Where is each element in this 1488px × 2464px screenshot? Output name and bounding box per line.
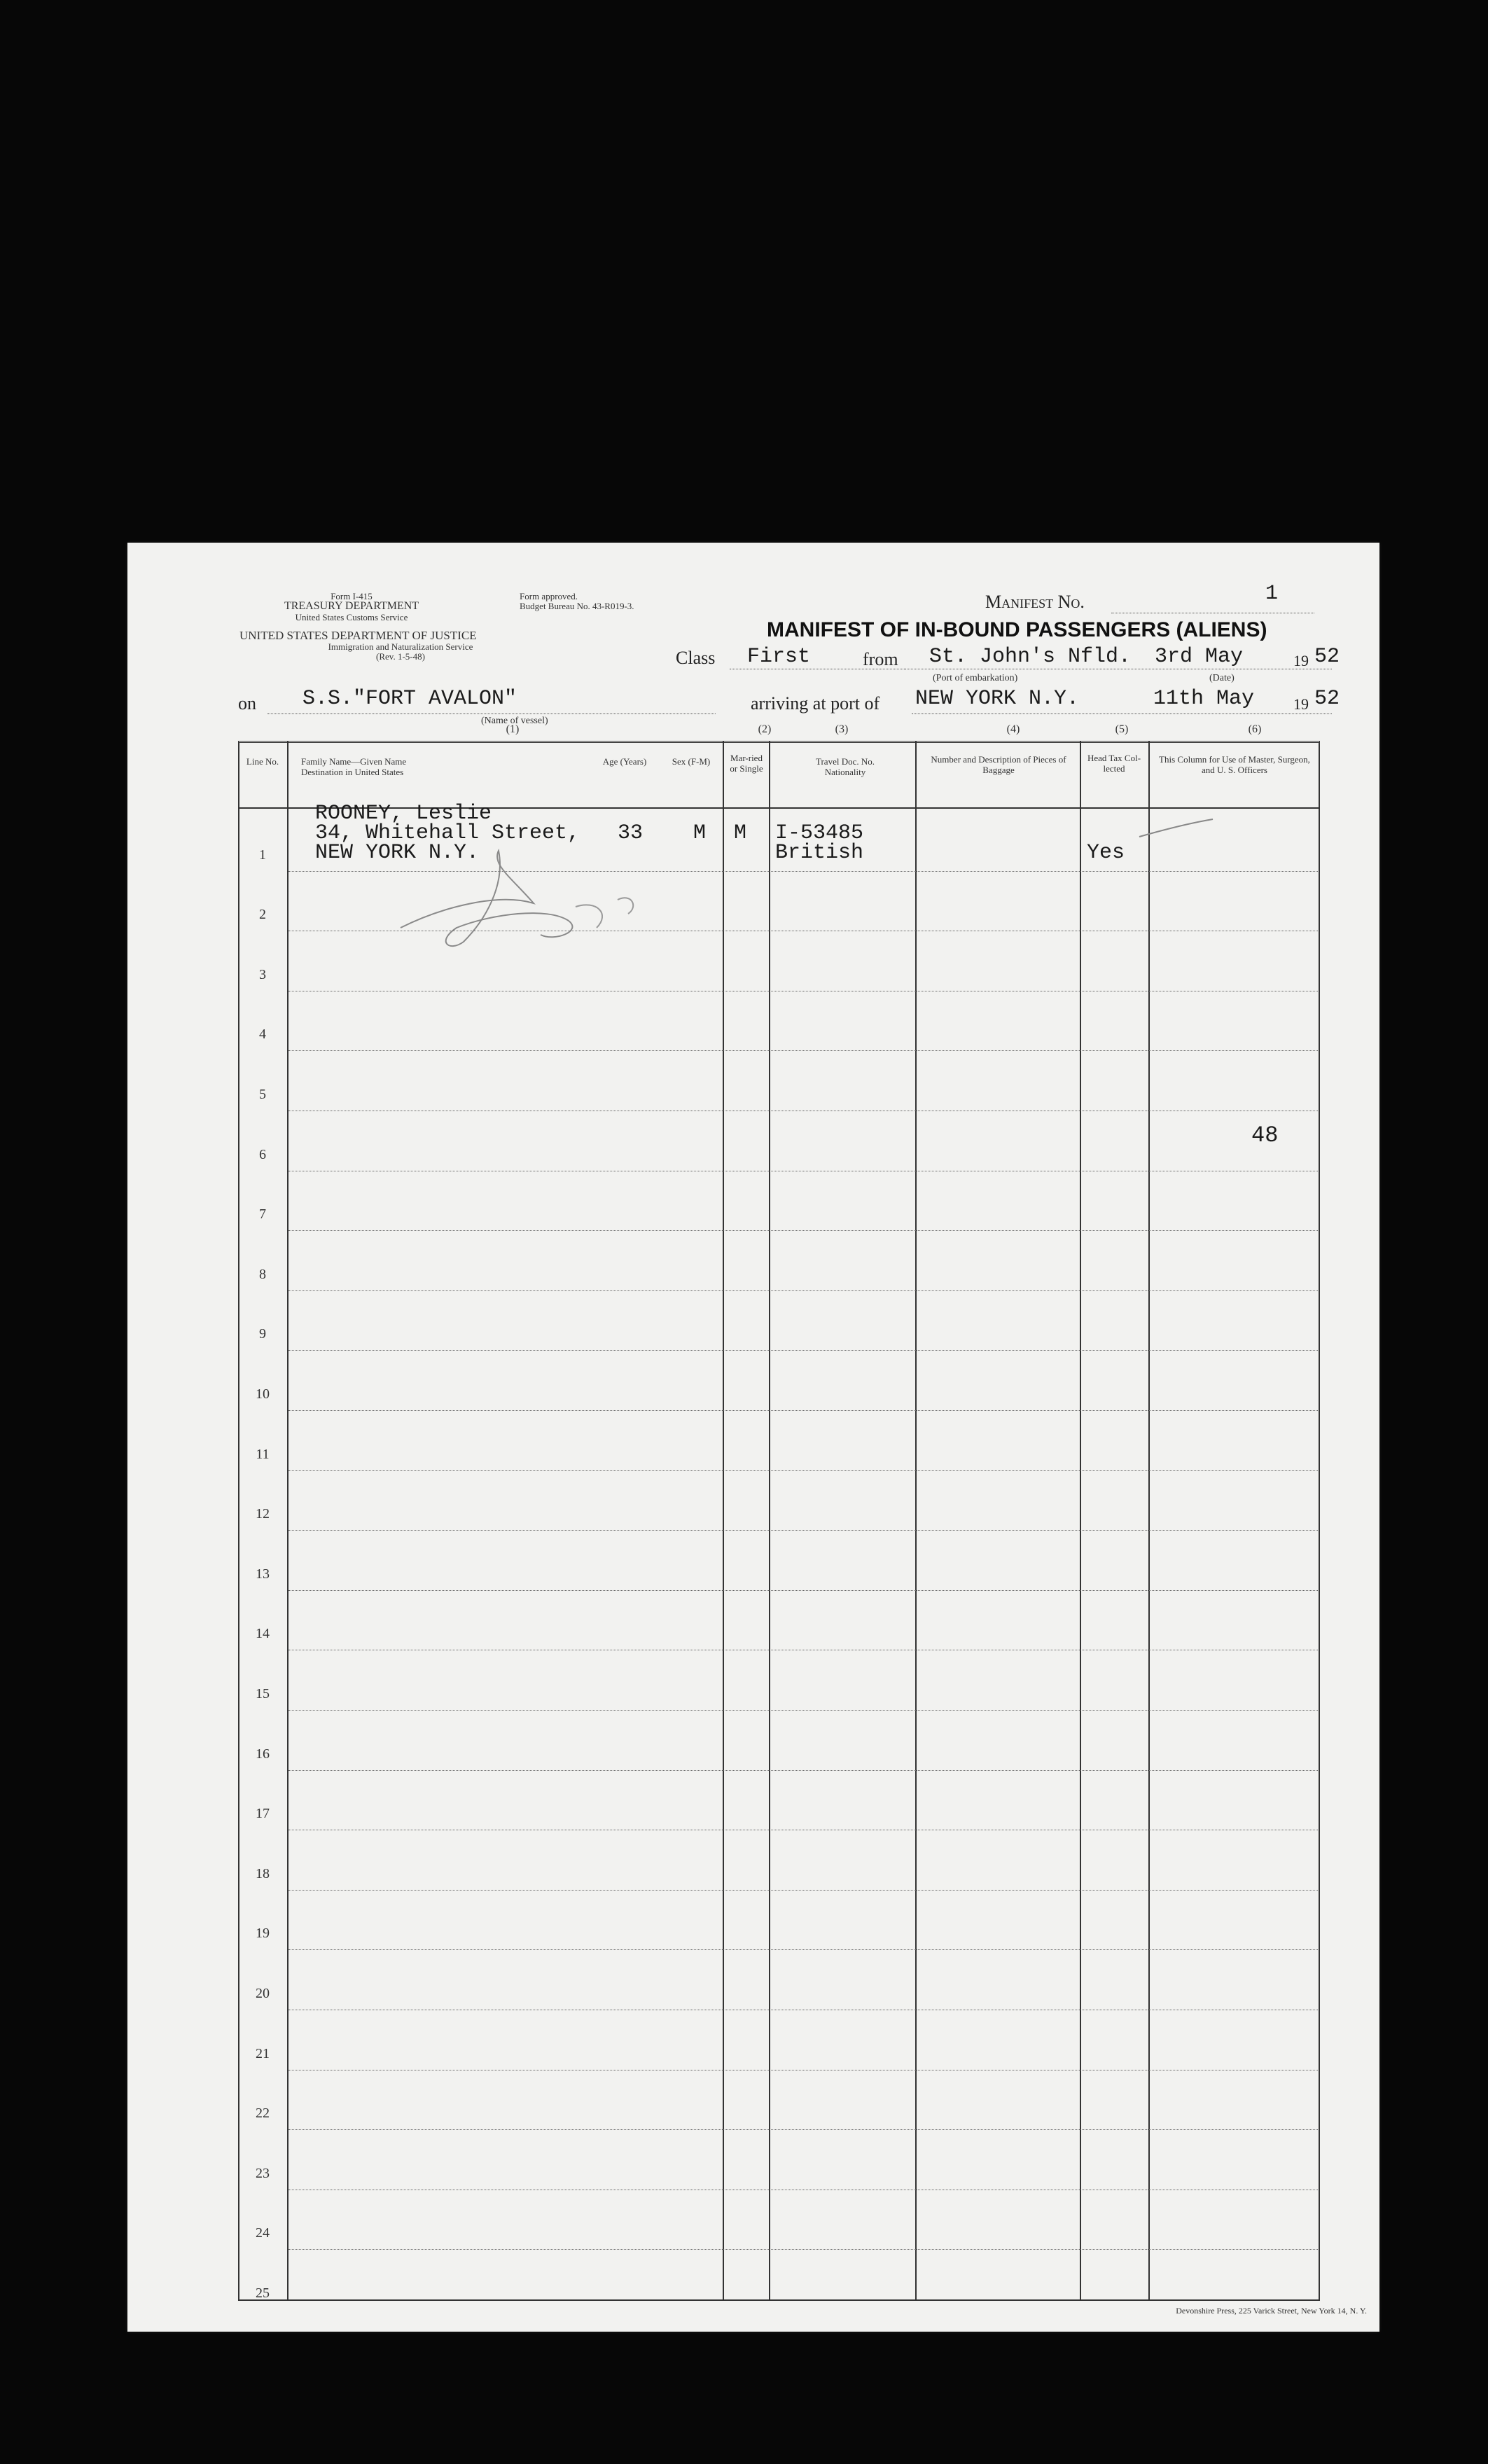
col-age: Age (Years) — [602, 756, 647, 767]
line-number: 19 — [256, 1926, 270, 1942]
col-num-1: (1) — [506, 723, 520, 735]
col-num-6: (6) — [1248, 723, 1262, 735]
row-rule — [288, 1410, 1318, 1411]
passenger-nationality: British — [775, 841, 864, 865]
manifest-table — [238, 741, 1320, 2301]
line-number: 3 — [259, 966, 266, 982]
embarkation-caption: (Port of embarkation) — [933, 673, 1018, 683]
arriving-label: arriving at port of — [751, 693, 880, 714]
manifest-title: MANIFEST OF IN-BOUND PASSENGERS (ALIENS) — [767, 618, 1267, 641]
pencil-tick-mark — [1136, 816, 1220, 844]
row-rule — [288, 1949, 1318, 1950]
line-number: 24 — [256, 2225, 270, 2241]
budget-bureau: Budget Bureau No. 43-R019-3. — [520, 601, 634, 611]
line-number: 10 — [256, 1386, 270, 1402]
passenger-age: 33 — [618, 821, 644, 845]
pencil-signature-mark — [387, 837, 723, 963]
vessel-caption: (Name of vessel) — [481, 716, 548, 726]
line-number: 22 — [256, 2105, 270, 2122]
row-rule — [288, 2249, 1318, 2250]
line-number: 20 — [256, 1986, 270, 2001]
ins-service: Immigration and Naturalization Service — [328, 641, 473, 652]
line-number: 25 — [256, 2285, 270, 2301]
class-label: Class — [676, 648, 716, 668]
line-number: 7 — [259, 1206, 266, 1223]
line-number: 8 — [259, 1266, 266, 1282]
printer-credit: Devonshire Press, 225 Varick Street, New York 14, N. Y. — [1176, 2306, 1367, 2316]
col-officers: This Column for Use of Master, Surgeon, and U. S. Officers — [1159, 754, 1310, 775]
col-name: Family Name—Given Name — [301, 756, 407, 767]
passenger-marital: M — [734, 821, 747, 845]
justice-dept: UNITED STATES DEPARTMENT OF JUSTICE — [239, 629, 477, 642]
class-value: First — [747, 645, 811, 669]
passenger-sex: M — [693, 821, 707, 845]
line-number: 2 — [259, 907, 266, 923]
line-number: 9 — [259, 1326, 266, 1342]
row-rule — [288, 1590, 1318, 1591]
form-approved: Form approved. — [520, 591, 578, 601]
col-nationality: Nationality — [824, 767, 866, 777]
line-number: 17 — [256, 1806, 270, 1822]
row-rule — [288, 2129, 1318, 2130]
passenger-address: 34, Whitehall Street, — [315, 821, 580, 845]
line-number: 16 — [256, 1746, 270, 1762]
col-num-3: (3) — [835, 723, 849, 735]
line-number: 14 — [256, 1626, 270, 1642]
col-sex: Sex (F-M) — [672, 756, 711, 767]
line-number: 6 — [259, 1146, 266, 1162]
col-travel-doc: Travel Doc. No. — [815, 756, 875, 767]
line-number: 15 — [256, 1686, 270, 1701]
row-rule — [288, 1530, 1318, 1531]
row-rule — [288, 871, 1318, 872]
row-rule — [288, 1470, 1318, 1471]
col-married: Mar-ried or Single — [730, 753, 763, 774]
customs-service: United States Customs Service — [295, 612, 408, 622]
passenger-city: NEW YORK N.Y. — [315, 841, 480, 865]
line-number: 12 — [256, 1506, 270, 1522]
embarkation-port: St. John's Nfld. — [929, 645, 1132, 669]
line-number: 23 — [256, 2165, 270, 2181]
line-number: 18 — [256, 1865, 270, 1881]
passenger-travel-doc: I-53485 — [775, 821, 864, 845]
row-rule — [288, 1770, 1318, 1771]
date-caption: (Date) — [1209, 673, 1235, 683]
line-number: 11 — [256, 1446, 270, 1462]
year-suffix-2: 52 — [1314, 687, 1340, 711]
row-rule — [288, 1230, 1318, 1231]
col-num-5: (5) — [1115, 723, 1129, 735]
arrival-date: 11th May — [1153, 687, 1255, 711]
line-number: 13 — [256, 1566, 270, 1582]
col-destination: Destination in United States — [301, 767, 404, 777]
officer-note: 48 — [1251, 1122, 1279, 1148]
manifest-number: 1 — [1265, 582, 1279, 606]
manifest-page — [127, 543, 1379, 2332]
row-rule — [288, 1890, 1318, 1891]
passenger-head-tax: Yes — [1087, 841, 1125, 865]
year-suffix-1: 52 — [1314, 645, 1340, 669]
from-label: from — [863, 649, 898, 669]
form-number: Form I-415 — [331, 591, 373, 601]
on-label: on — [238, 693, 256, 714]
col-baggage: Number and Description of Pieces of Baggage — [931, 754, 1066, 775]
year-prefix-1: 19 — [1293, 652, 1309, 669]
line-number: 1 — [259, 847, 266, 863]
treasury-dept: TREASURY DEPARTMENT — [284, 600, 419, 612]
passenger-name: ROONEY, Leslie — [315, 802, 492, 826]
vessel-name: S.S."FORT AVALON" — [303, 687, 517, 711]
row-rule — [288, 1350, 1318, 1351]
col-num-2: (2) — [758, 723, 772, 735]
col-line-no: Line No. — [246, 756, 279, 767]
line-number: 4 — [259, 1026, 266, 1043]
row-rule — [288, 1050, 1318, 1051]
line-number: 5 — [259, 1087, 266, 1102]
line-number: 21 — [256, 2045, 270, 2061]
manifest-no-label: Manifest No. — [985, 592, 1085, 612]
col-head-tax: Head Tax Col-lected — [1087, 753, 1141, 774]
embarkation-date: 3rd May — [1155, 645, 1244, 669]
row-rule — [288, 1710, 1318, 1711]
form-revision: (Rev. 1-5-48) — [376, 651, 425, 662]
year-prefix-2: 19 — [1293, 695, 1309, 713]
row-rule — [288, 1290, 1318, 1291]
col-num-4: (4) — [1006, 723, 1020, 735]
arrival-port: NEW YORK N.Y. — [915, 687, 1080, 711]
